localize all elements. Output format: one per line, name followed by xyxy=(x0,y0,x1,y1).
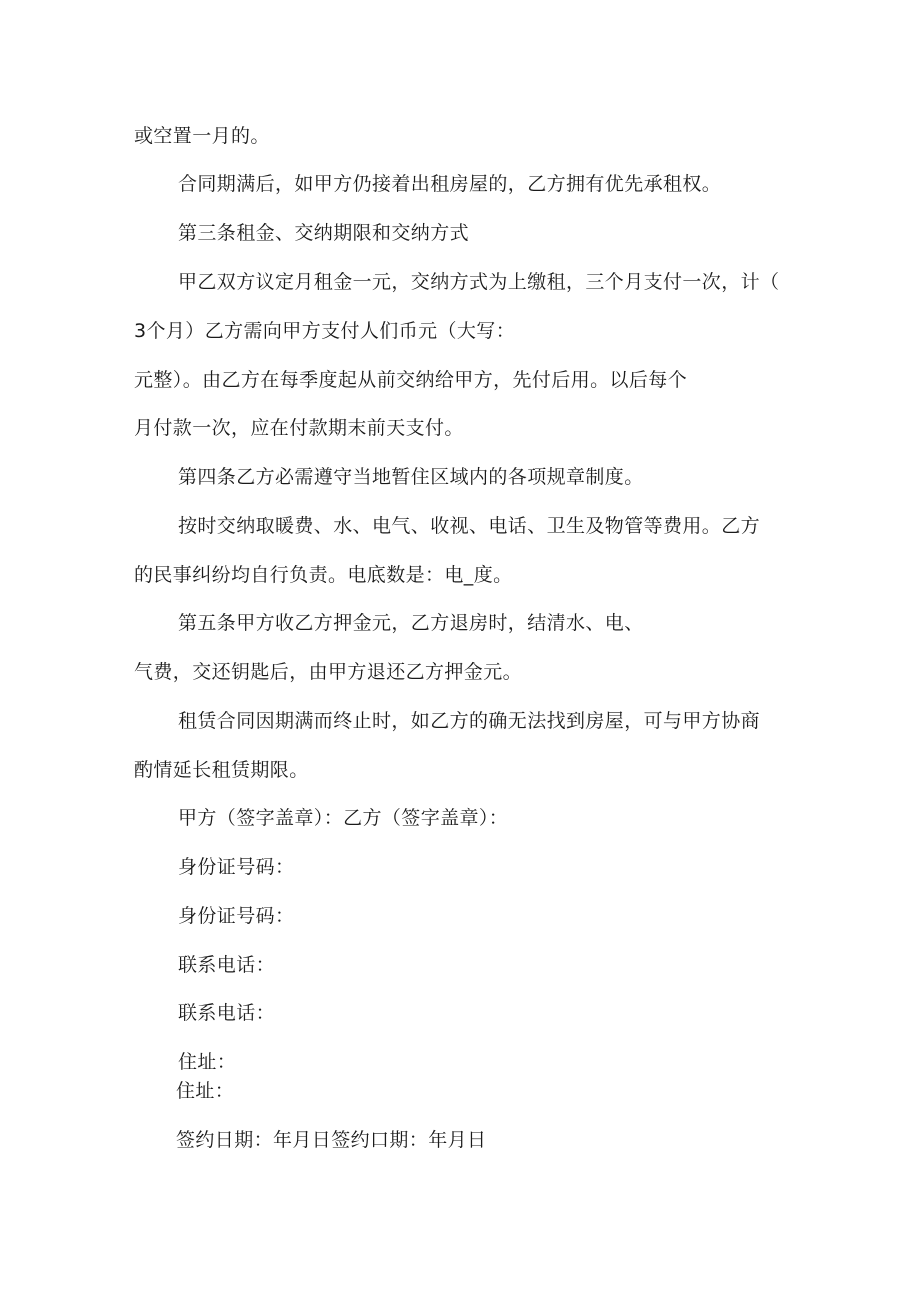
text-line-renewal-right: 合同期满后，如甲方仍接着出租房屋的，乙方拥有优先承租权。 xyxy=(178,173,722,195)
address-label-party-a: 住址： xyxy=(178,1051,237,1073)
text-line-disputes: 的民事纠纷均自行负责。电底数是：电_度。 xyxy=(134,564,513,586)
text-line-continuation: 或空置一月的。 xyxy=(134,125,270,147)
signing-date-label: 签约日期：年月日签约口期：年月日 xyxy=(176,1129,487,1151)
address-label-party-b: 住址： xyxy=(176,1080,235,1102)
text-line-rent-amount: 3个月）乙方需向甲方支付人们币元（大写： xyxy=(134,320,516,342)
text-line-utility-fees: 按时交纳取暖费、水、电气、收视、电话、卫生及物管等费用。乙方 xyxy=(178,515,761,537)
section-heading-article-4: 第四条乙方必需遵守当地暂住区域内的各项规章制度。 xyxy=(178,466,644,488)
id-number-label-party-a: 身份证号码： xyxy=(178,856,295,878)
section-heading-article-3: 第三条租金、交纳期限和交纳方式 xyxy=(178,222,470,244)
text-line-rent-terms: 甲乙双方议定月租金一元，交纳方式为上缴租，三个月支付一次，计（ xyxy=(178,271,780,293)
signature-label-parties: 甲方（签字盖章）：乙方（签字盖章）： xyxy=(178,807,509,829)
section-heading-article-5: 第五条甲方收乙方押金元，乙方退房时，结清水、电、 xyxy=(178,612,644,634)
text-line-lease-extension: 租赁合同因期满而终止时，如乙方的确无法找到房屋，可与甲方协商 xyxy=(178,710,761,732)
text-line-lease-extension-cont: 酌情延长租赁期限。 xyxy=(134,759,309,781)
id-number-label-party-b: 身份证号码： xyxy=(178,905,295,927)
phone-label-party-a: 联系电话： xyxy=(178,954,276,976)
text-line-deposit-return: 气费，交还钥匙后，由甲方退还乙方押金元。 xyxy=(134,661,523,683)
text-line-payment-deadline: 月付款一次，应在付款期末前天支付。 xyxy=(134,417,464,439)
text-line-quarterly-payment: 元整）。由乙方在每季度起从前交纳给甲方，先付后用。以后每个 xyxy=(134,369,688,391)
phone-label-party-b: 联系电话： xyxy=(178,1002,276,1024)
